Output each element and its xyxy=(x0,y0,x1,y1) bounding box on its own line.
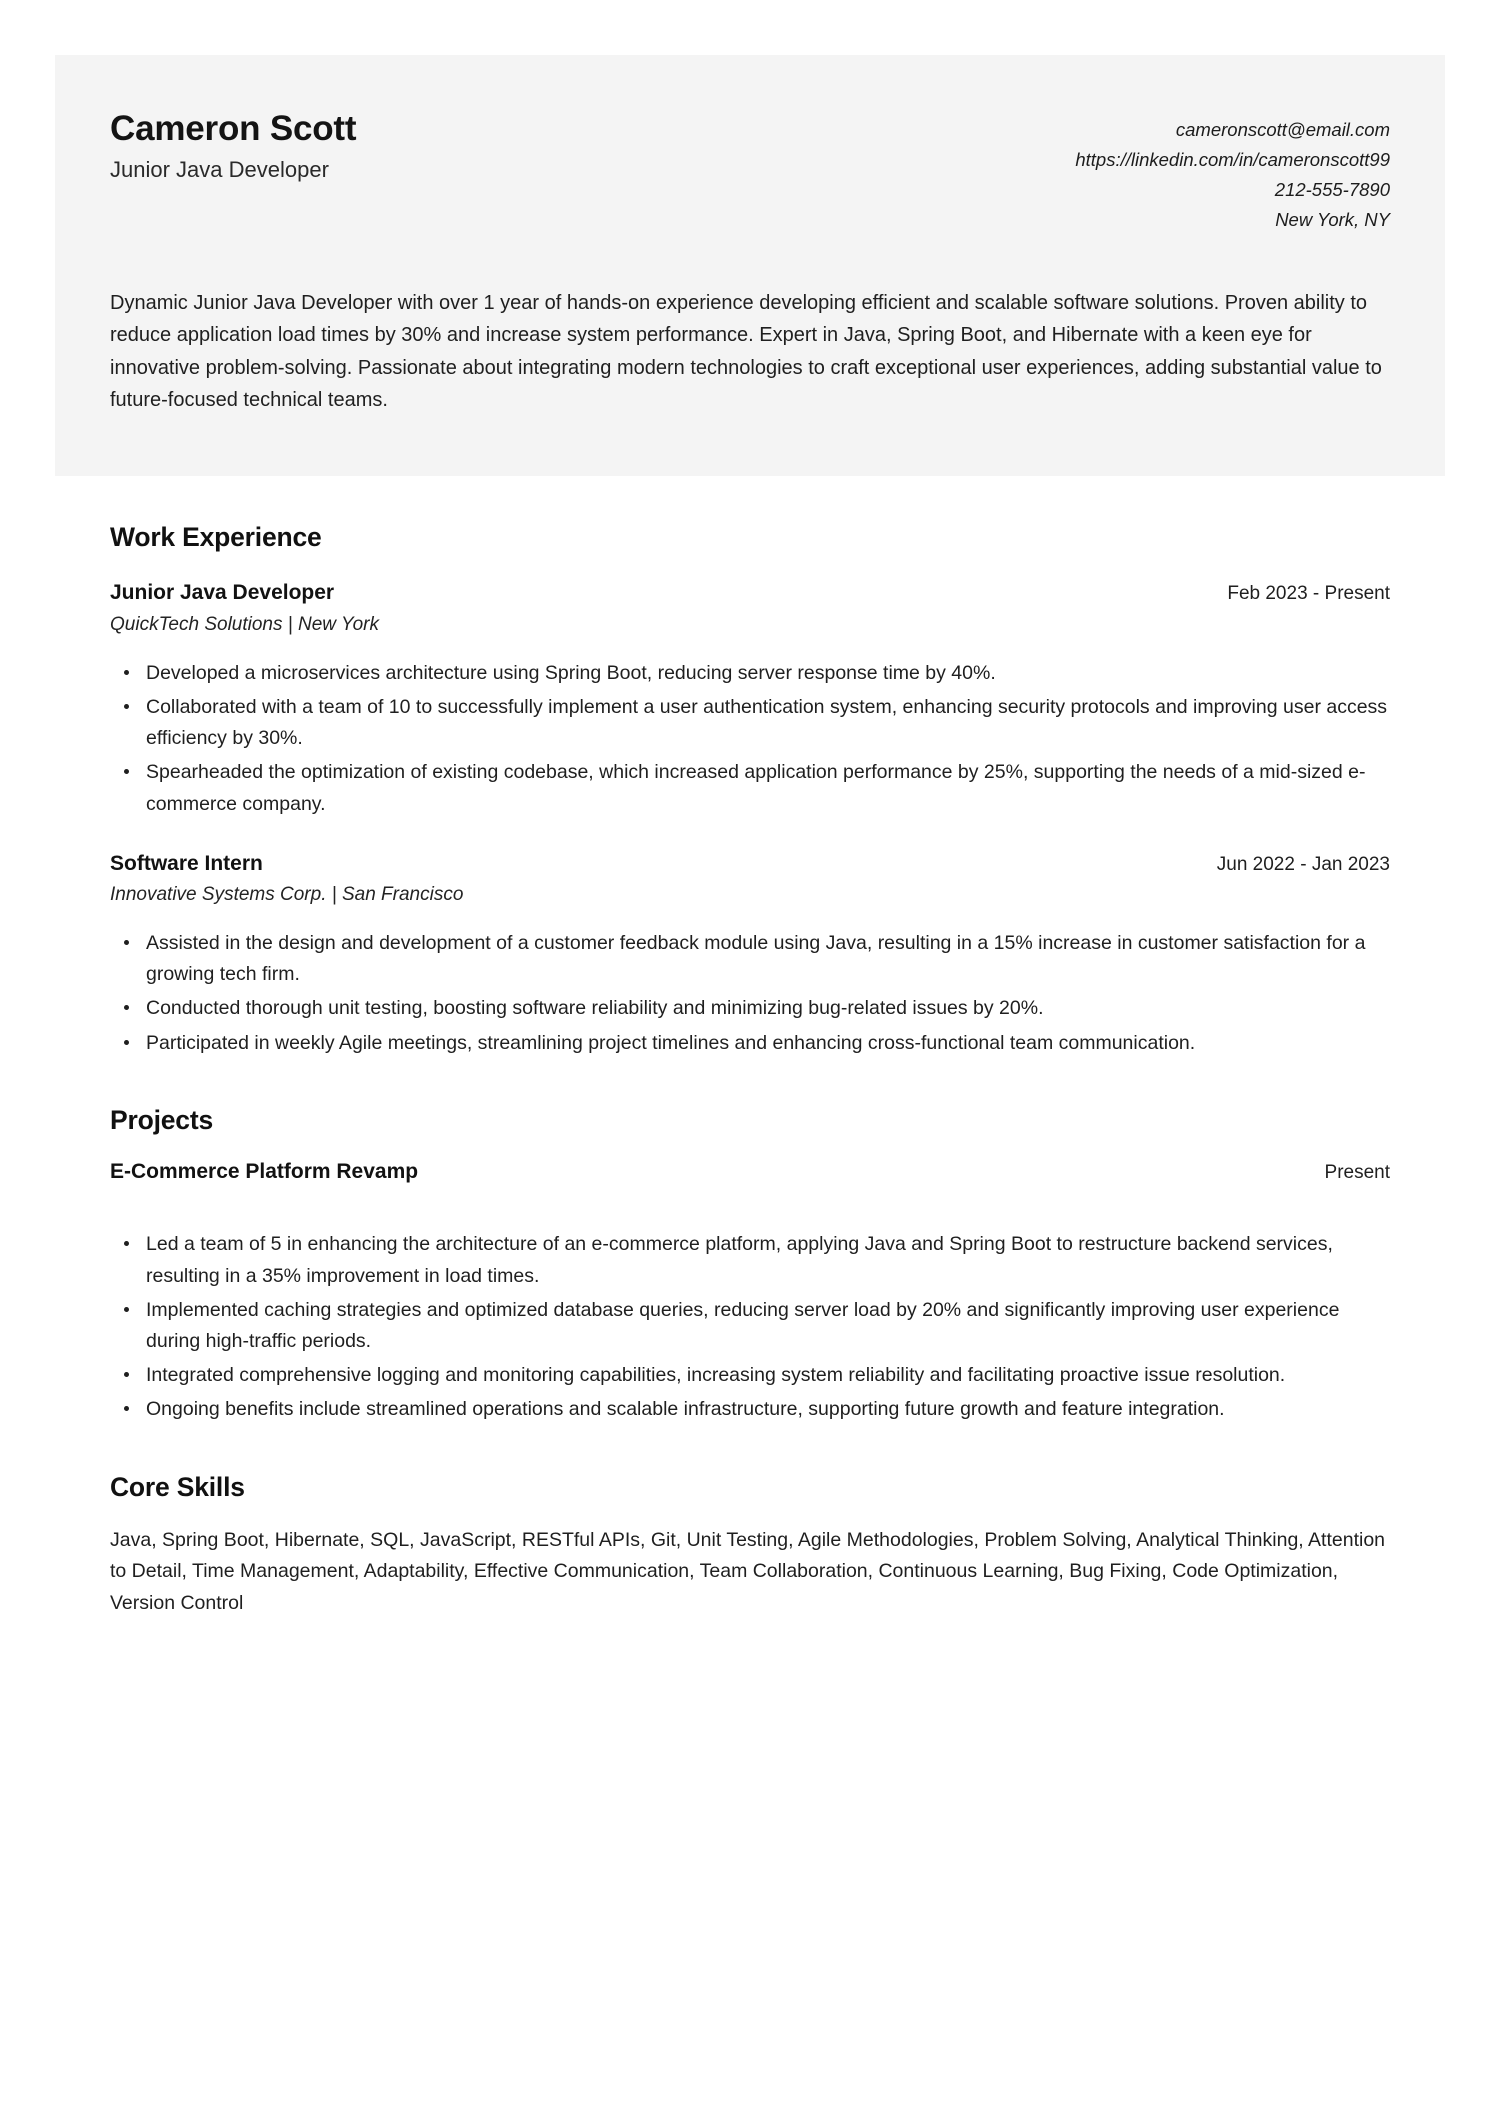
work-entry-date: Feb 2023 - Present xyxy=(1227,583,1390,605)
section-work-experience xyxy=(110,522,1390,1058)
professional-summary: Dynamic Junior Java Developer with over 1 year of hands-on experience developing efficient and scalable software solutions. Proven ability to reduce application load times by 30% and increase system performance. Expert in Java, Spring Boot, and Hibernate with a keen eye for innovative problem-solving. Passionate about integrating modern technologies to craft exceptional user experiences, adding substantial value to future-focused technical teams. xyxy=(110,291,1382,412)
work-entry xyxy=(110,579,1390,819)
work-entry-company: QuickTech Solutions | New York xyxy=(110,614,379,636)
identity-block xyxy=(110,107,356,184)
section-heading-work-experience: Work Experience xyxy=(110,522,322,553)
resume-header xyxy=(55,55,1445,476)
list-item: Participated in weekly Agile meetings, streamlining project timelines and enhancing cross-functional team communication. xyxy=(144,1028,1390,1059)
list-item: Developed a microservices architecture using Spring Boot, reducing server response time by 40%. xyxy=(144,658,1390,689)
project-entry-date: Present xyxy=(1324,1161,1390,1183)
work-entry-title: Junior Java Developer xyxy=(110,581,335,605)
work-entry-head xyxy=(110,850,1390,878)
contact-linkedin[interactable]: https://linkedin.com/in/cameronscott99 xyxy=(1075,148,1390,170)
list-item: Spearheaded the optimization of existing codebase, which increased application performance by 25%, supporting the needs of a mid-sized e-commerce company. xyxy=(144,757,1390,819)
project-entry-head xyxy=(110,1158,1390,1186)
list-item: Integrated comprehensive logging and monitoring capabilities, increasing system reliability and facilitating proactive issue resolution. xyxy=(144,1360,1390,1391)
work-entry-title: Software Intern xyxy=(110,851,263,875)
project-entry-title: E-Commerce Platform Revamp xyxy=(110,1159,419,1183)
core-skills-list: Java, Spring Boot, Hibernate, SQL, JavaScript, RESTful APIs, Git, Unit Testing, Agile Methodologies, Problem Solving, Analytical Thinking, Attention to Detail, Time Management, Adaptability, Effective Communication, Team Collaboration, Continuous Learning, Bug Fixing, Code Optimization, Version Control xyxy=(110,1528,1386,1614)
contact-phone[interactable]: 212-555-7890 xyxy=(1274,178,1390,200)
resume-body xyxy=(55,522,1445,1619)
list-item: Ongoing benefits include streamlined operations and scalable infrastructure, supporting future growth and feature integration. xyxy=(144,1394,1390,1425)
candidate-name: Cameron Scott xyxy=(110,109,357,148)
list-item: Assisted in the design and development of a customer feedback module using Java, resulting in a 15% increase in customer satisfaction for a growing tech firm. xyxy=(144,928,1390,990)
work-entry-bullets xyxy=(110,928,1390,1059)
header-top-row xyxy=(110,107,1390,235)
list-item: Implemented caching strategies and optimized database queries, reducing server load by 20% and significantly improving user experience during high-traffic periods. xyxy=(144,1295,1390,1357)
work-entry-company: Innovative Systems Corp. | San Francisco xyxy=(110,884,464,906)
contact-email[interactable]: cameronscott@email.com xyxy=(1175,119,1390,140)
section-heading-projects: Projects xyxy=(110,1104,213,1135)
work-entry-bullets xyxy=(110,658,1390,820)
candidate-job-title: Junior Java Developer xyxy=(110,157,329,183)
list-item: Collaborated with a team of 10 to successfully implement a user authentication system, enhancing security protocols and improving user access efficiency by 30%. xyxy=(144,692,1390,754)
section-heading-core-skills: Core Skills xyxy=(110,1471,245,1502)
contact-location: New York, NY xyxy=(1275,208,1390,230)
work-entry xyxy=(110,850,1390,1059)
section-core-skills xyxy=(110,1472,1390,1620)
project-entry xyxy=(110,1158,1390,1426)
list-item: Conducted thorough unit testing, boosting software reliability and minimizing bug-related issues by 20%. xyxy=(144,993,1390,1024)
project-entry-bullets xyxy=(110,1229,1390,1425)
contact-block xyxy=(1075,107,1390,235)
section-projects xyxy=(110,1105,1390,1426)
list-item: Led a team of 5 in enhancing the architecture of an e-commerce platform, applying Java and Spring Boot to restructure backend services, resulting in a 35% improvement in load times. xyxy=(144,1229,1390,1291)
work-entry-head xyxy=(110,579,1390,607)
work-entry-date: Jun 2022 - Jan 2023 xyxy=(1216,853,1390,875)
